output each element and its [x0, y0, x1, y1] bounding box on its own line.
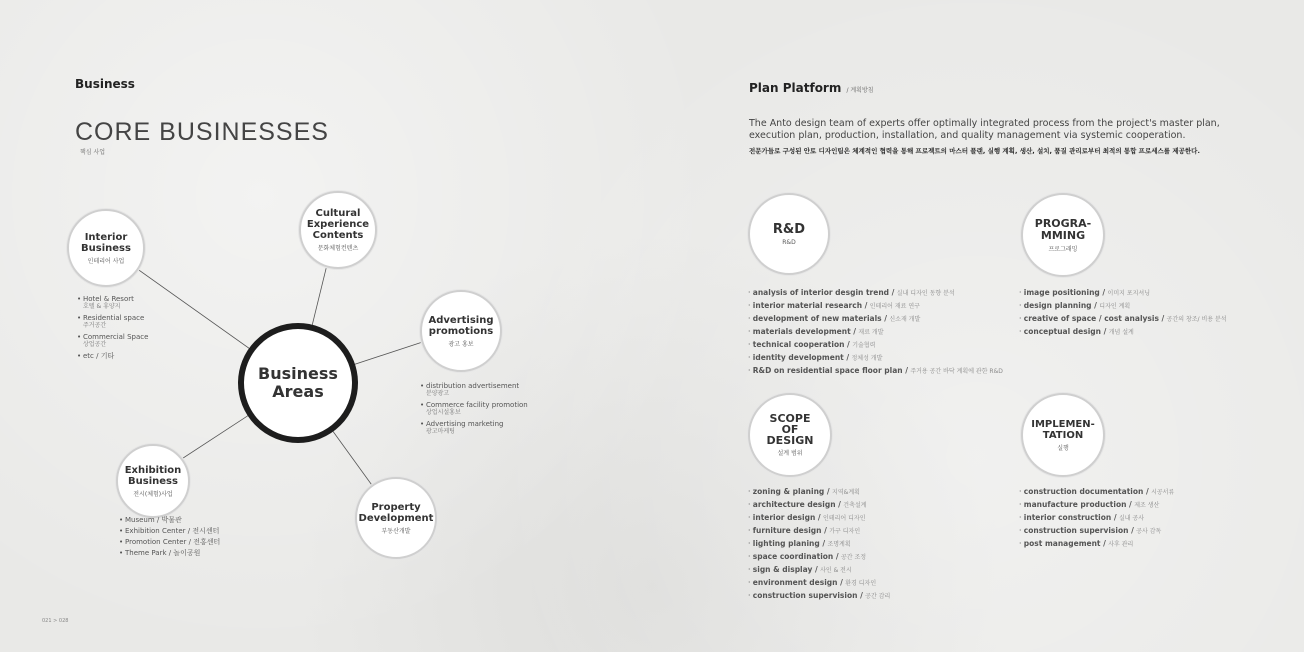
- left-section-label: Business: [75, 77, 135, 91]
- hub-label: Business Areas: [258, 364, 338, 401]
- list-item: · interior design / 인테리어 디자인: [748, 513, 866, 522]
- implementation-node: [1021, 393, 1105, 477]
- list-item: · architecture design / 건축설계: [748, 500, 867, 509]
- list-item: · zoning & planing / 지역&계획: [748, 487, 860, 496]
- implementation-list: [1019, 486, 1174, 551]
- node-title: PROGRA- MMING: [1034, 216, 1092, 242]
- list-item: • Residential space 주거공간: [77, 314, 187, 330]
- property-development-node: [355, 477, 437, 559]
- list-item: · furniture design / 가구 디자인: [748, 526, 861, 535]
- node-subtitle: R&D: [782, 238, 796, 246]
- list-item: · manufacture production / 제조 생산: [1019, 500, 1160, 509]
- node-title: Advertising promotions: [428, 314, 494, 337]
- list-item: · image positioning / 이미지 포지셔닝: [1019, 288, 1151, 297]
- list-item: · environment design / 환경 디자인: [748, 578, 877, 587]
- node-title: Property Development: [358, 501, 434, 524]
- list-item: • Museum / 박물관: [119, 516, 259, 524]
- list-item: · interior construction / 실내 공사: [1019, 513, 1145, 522]
- node-subtitle: 부동산개발: [381, 527, 411, 535]
- page-number: 021 > 028: [42, 618, 69, 624]
- node-title: Interior Business: [81, 231, 131, 254]
- scope-list: [748, 486, 890, 603]
- exhibition-business-node: [116, 444, 190, 518]
- page-title: CORE BUSINESSES: [75, 118, 329, 146]
- list-item: • Commerce facility promotion 상업시설홍보: [420, 401, 560, 417]
- list-item: · post management / 사후 관리: [1019, 539, 1134, 548]
- right-section-header: [749, 77, 874, 96]
- list-item: · R&D on residential space floor plan / 주거용 공간 바닥 계획에 관한 R&D: [748, 366, 1003, 375]
- advertising-node: [420, 290, 502, 372]
- rd-node: [748, 193, 830, 275]
- exhibition-list: [119, 516, 259, 560]
- advertising-list: [420, 382, 560, 439]
- list-item: • Advertising marketing 광고마케팅: [420, 420, 560, 436]
- intro-text-ko: 전문가들로 구성된 안토 디자인팀은 체계적인 협력을 통해 프로젝트의 마스터 플랜, 실행 계획, 생산, 설치, 품질 관리로부터 최적의 통합 프로세스를 제공한다.: [749, 147, 1200, 155]
- list-item: · design planning / 디자인 계획: [1019, 301, 1131, 310]
- right-section-label-ko: / 계획방침: [846, 87, 874, 94]
- list-item: • Exhibition Center / 전시센터: [119, 527, 259, 535]
- programming-list: [1019, 287, 1227, 339]
- list-item: • etc / 기타: [77, 352, 187, 360]
- list-item: • distribution advertisement 분양광고: [420, 382, 560, 398]
- list-item: · construction documentation / 시공서류: [1019, 487, 1175, 496]
- rd-list: [748, 287, 1003, 378]
- list-item: · sign & display / 사인 & 전시: [748, 565, 852, 574]
- node-title: IMPLEMEN- TATION: [1031, 418, 1095, 441]
- interior-list: [77, 295, 187, 363]
- list-item: · development of new materials / 신소재 개발: [748, 314, 921, 323]
- list-item: · space coordination / 공간 조정: [748, 552, 867, 561]
- list-item: · interior material research / 인테리어 재료 연구: [748, 301, 920, 310]
- node-title: Cultural Experience Contents: [306, 208, 370, 241]
- list-item: · lighting planing / 조명계획: [748, 539, 851, 548]
- list-item: • Promotion Center / 전홍센터: [119, 538, 259, 546]
- node-subtitle: 설계 범위: [777, 450, 803, 457]
- node-subtitle: 광고 홍보: [448, 340, 474, 348]
- list-item: · creative of space / cost analysis / 공간의 창조/ 비용 분석: [1019, 314, 1227, 323]
- node-subtitle: 인테리어 사업: [87, 257, 125, 265]
- list-item: · construction supervision / 공사 감독: [1019, 526, 1162, 535]
- business-areas-hub: [238, 323, 358, 443]
- node-title: SCOPE OF DESIGN: [766, 412, 814, 447]
- node-subtitle: 문화체험컨텐츠: [317, 245, 359, 252]
- node-subtitle: 실행: [1057, 444, 1069, 452]
- node-subtitle: 전시(체험)사업: [133, 490, 173, 498]
- node-subtitle: 프로그래밍: [1048, 245, 1078, 253]
- list-item: • Hotel & Resort 호텔 & 휴양지: [77, 295, 187, 311]
- list-item: • Theme Park / 놀이공원: [119, 549, 259, 557]
- list-item: · construction supervision / 공간 감리: [748, 591, 891, 600]
- scope-of-design-node: [748, 393, 832, 477]
- list-item: · identity development / 정체성 개발: [748, 353, 883, 362]
- cultural-contents-node: [299, 191, 377, 269]
- interior-business-node: [67, 209, 145, 287]
- list-item: · technical cooperation / 기술협력: [748, 340, 876, 349]
- page-title-ko: 핵심 사업: [80, 149, 106, 156]
- node-title: R&D: [772, 221, 806, 237]
- node-title: Exhibition Business: [124, 464, 182, 487]
- list-item: • Commercial Space 상업공간: [77, 333, 187, 349]
- list-item: · analysis of interior desgin trend / 실내 디자인 동향 분석: [748, 288, 955, 297]
- list-item: · materials development / 재료 개발: [748, 327, 884, 336]
- right-section-label: Plan Platform: [749, 81, 842, 95]
- programming-node: [1021, 193, 1105, 277]
- intro-text: The Anto design team of experts offer optimally integrated process from the project's master plan, execution plan, production, installation, and quality management via systemic cooperation.: [749, 118, 1220, 141]
- list-item: · conceptual design / 개념 설계: [1019, 327, 1134, 336]
